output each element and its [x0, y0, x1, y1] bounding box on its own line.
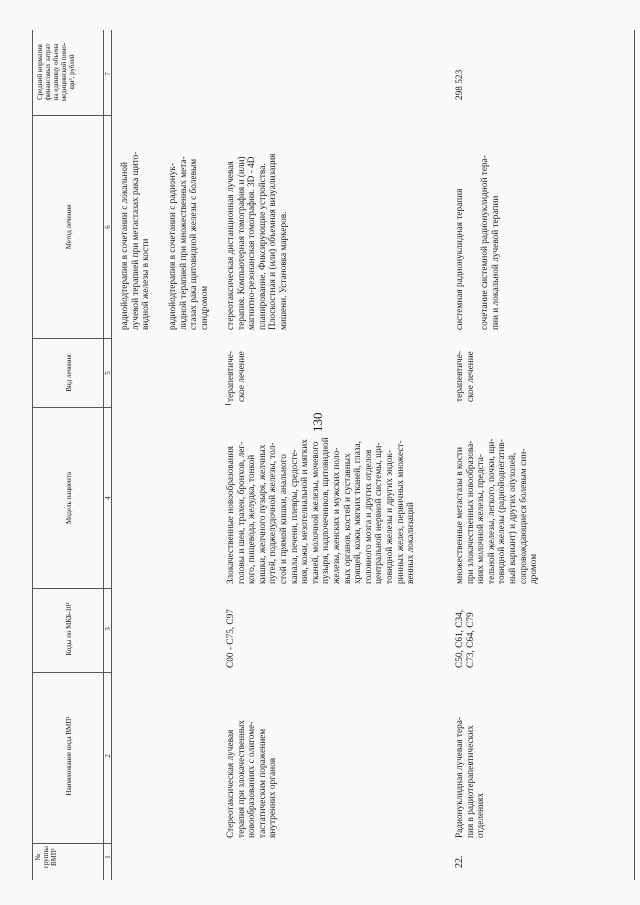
row2-patient-model: множественные метастазы в кости при злокачественных новообразова- ниях молочной железы, предста- тельной железы, легкого, почки, щи- товидной железы (радиойоднегатив- ный вариант) и других опухолей, сопровождающиеся болевым син- дромом: [455, 438, 540, 584]
row2-group-number: 22.: [454, 855, 465, 868]
row2-method-1: системная радионуклидная терапия: [455, 188, 465, 330]
column-number-7: 7: [104, 72, 112, 76]
column-number-1: 1: [104, 855, 112, 859]
table-border-right: [634, 30, 635, 880]
column-number-2: 2: [104, 754, 112, 758]
continuation-method-1: радиойодтерапия в сочетании с локальной лучевой терапией при метастазах рака щито- видной железы в кости: [120, 151, 152, 330]
row2-vmp-name: Радионуклидная лучевая тера- пия в радиотерапевтических отделениях: [455, 717, 487, 838]
row2-treatment-type: терапевтиче- ское лечение: [455, 350, 476, 402]
column-number-4: 4: [104, 496, 112, 500]
page-number: 130: [310, 412, 325, 432]
col-sep-5-6: [32, 338, 111, 339]
col-sep-4-5: [32, 407, 111, 408]
row1-treatment-type: терапевтиче- ское лечение: [226, 350, 247, 402]
row2-cost: 298 523: [455, 69, 465, 100]
row1-treatment-method: стереотаксическая дистанционная лучевая терапия. Компьютерная томография и (или) магнитно-резонансная томография. 3D - 4D планирование. Фиксирующие устройства. Плоскостная и (или) объемная визуализация мишени. Установка маркеров.: [226, 153, 289, 330]
header-patient-model: Модель пациента: [65, 472, 73, 524]
row1-icd-codes: C00 - C75, C97: [226, 609, 236, 668]
row2-icd-codes: C50, C61, C34, C73, C64, C79: [455, 609, 476, 668]
table-border-top: [32, 30, 33, 880]
row2-method-2: сочетание системной радионуклидной тера- пии и локальной лучевой терапии: [480, 155, 501, 330]
header-vmp-name: Наименование вида ВМП¹: [65, 716, 73, 796]
column-number-5: 5: [104, 371, 112, 375]
column-number-3: 3: [104, 627, 112, 631]
col-sep-2-3: [32, 672, 111, 673]
row1-patient-model: Злокачественные новообразования головы и шеи, трахеи, бронхов, лег- кого, пищевода, желудка, тонкой кишки, желчного пузыря, желчных путей, поджелудочной железы, тол- стой и прямой кишки, анального канала, печени, плевры, средосте- ния, кожи, мезотелиальной и мягких тканей, молочной железы, мочевого пузыря, надпочечников, щитовидной железы, женских и мужских поло- вых органов, костей и суставных хрящей, кожи, мягких тканей, глаза, головного мозга и других отделов центральной нервной системы, щи- товидной железы и других эндок- ринных желез, первичных множест- венных локализаций: [226, 437, 417, 584]
continuation-method-2: радиойодтерапия в сочетании с радионук- лидной терапией при множественных мета- стазах рака щитовидной железы с болевым синдромом: [168, 156, 210, 330]
header-treatment-method: Метод лечения: [65, 204, 73, 250]
header-icd-codes: Коды по МКБ-10²: [65, 602, 73, 656]
header-cost: Средний норматив финансовых затрат на единицу объема медицинской помо- щи³, рублей: [36, 42, 76, 102]
row1-vmp-name: Стереотаксическая лучевая терапия при злокачественных новообразованиях с олигоме- тастатическим поражением внутренних органов: [226, 720, 279, 838]
header-group-number: № группы ВМП¹: [34, 846, 58, 868]
col-sep-6-7: [32, 115, 111, 116]
col-sep-3-4: [32, 588, 111, 589]
header-treatment-type: Вид лечения: [65, 354, 73, 392]
column-number-6: 6: [104, 225, 112, 229]
